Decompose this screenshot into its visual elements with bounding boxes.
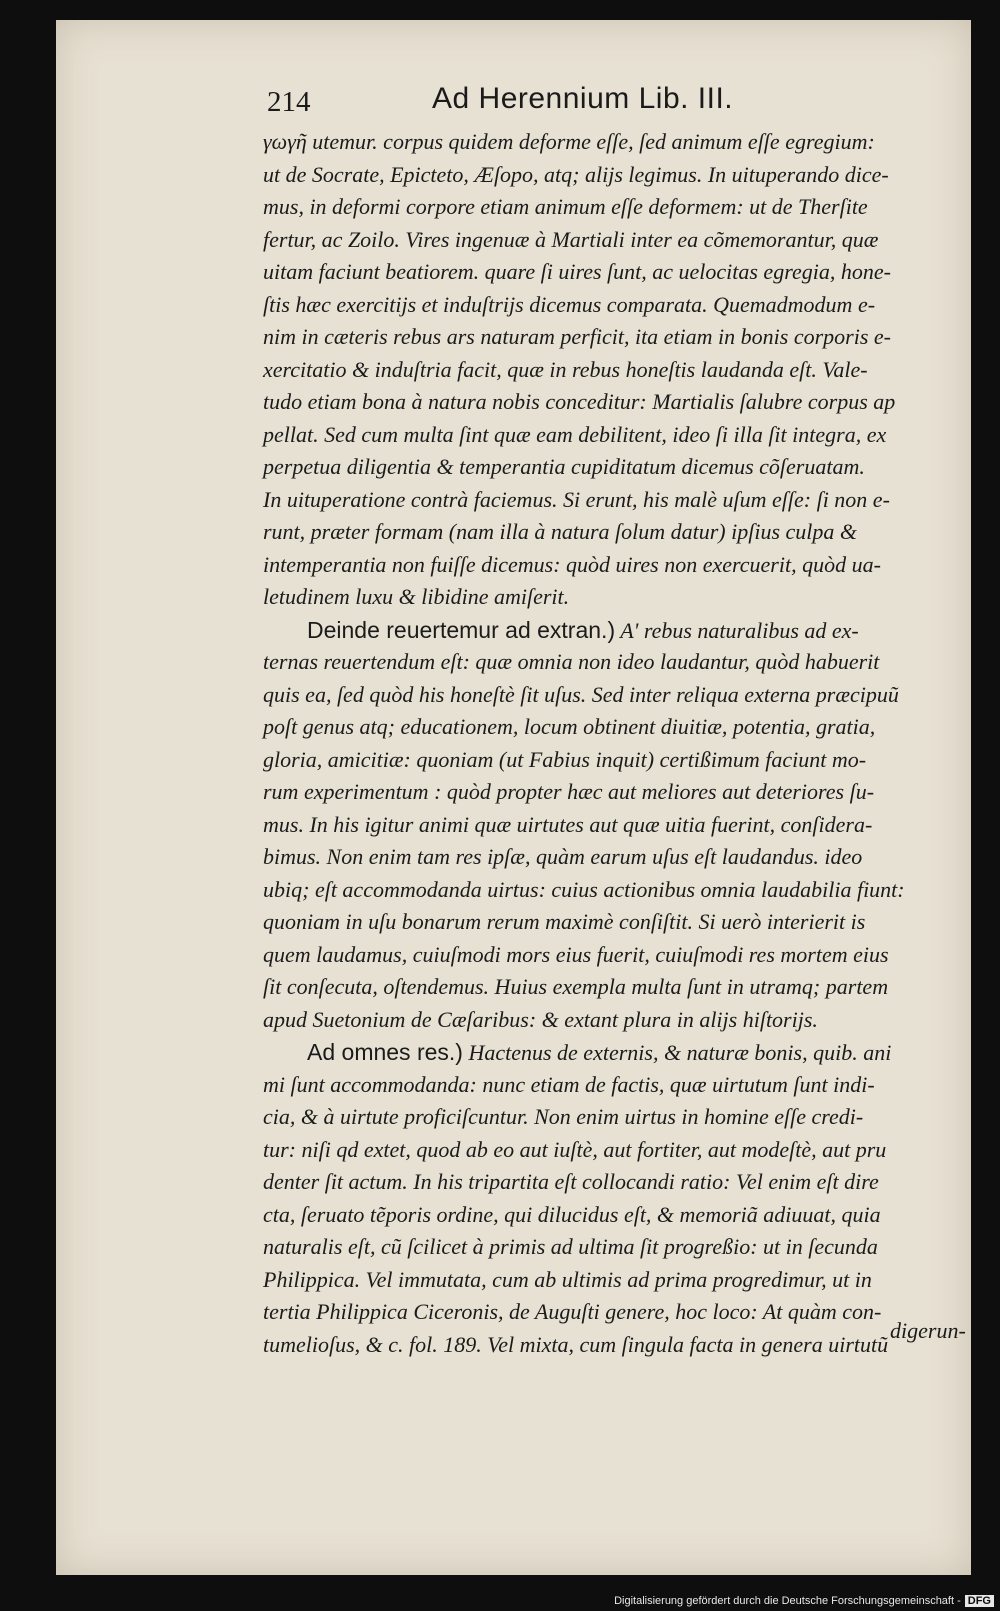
text-line	[263, 841, 969, 874]
text-line	[263, 939, 969, 972]
running-head	[267, 82, 807, 122]
line-text: ſit conſecuta, oſtendemus. Huius exempla multa ſunt in utramq; partem	[263, 974, 889, 999]
line-text: nim in cæteris rebus ars naturam perficit, ita etiam in bonis corporis e-	[263, 324, 891, 349]
text-line	[263, 581, 969, 614]
line-text: gloria, amicitiæ: quoniam (ut Fabius inquit) certißimum faciunt mo-	[263, 746, 867, 772]
line-text: Hactenus de externis, & naturæ bonis, quib. ani	[462, 1040, 892, 1065]
digitization-credit	[614, 1595, 994, 1607]
line-text: A' rebus naturalibus ad ex-	[615, 617, 859, 643]
credit-text: Digitalisierung gefördert durch die Deutsche Forschungsgemeinschaft -	[614, 1595, 961, 1607]
line-text: mus, in deformi corpore etiam animum eſſe deformem: ut de Therſite	[263, 194, 868, 219]
text-line	[263, 354, 969, 387]
lemma: Ad omnes res.)	[307, 1039, 463, 1065]
line-text: tumelioſus, & c. fol. 189. Vel mixta, cum ſingula facta in genera uirtutũ	[263, 1331, 889, 1357]
catchword: digerun-	[890, 1318, 966, 1343]
line-text: ſtis hæc exercitijs et induſtrijs dicemus comparata. Quemadmodum e-	[263, 291, 876, 317]
line-text: quis ea, ſed quòd his honeſtè ſit uſus. Sed inter reliqua externa præcipuũ	[263, 681, 899, 707]
line-text: ternas reuertendum eſt: quæ omnia non ideo laudantur, quòd habuerit	[263, 649, 880, 674]
text-line	[263, 744, 969, 777]
text-line	[263, 679, 969, 712]
line-text: bimus. Non enim tam res ipſæ, quàm earum uſus eſt laudandus. ideo	[263, 844, 863, 869]
line-text: poſt genus atq; educationem, locum obtinent diuitiæ, potentia, gratia,	[263, 714, 876, 739]
text-line	[263, 256, 969, 289]
lemma: Deinde reuertemur ad extran.)	[307, 616, 616, 643]
line-text: uitam faciunt beatiorem. quare ſi uires ſunt, ac uelocitas egregia, hone-	[263, 259, 891, 284]
line-text: letudinem luxu & libidine amiſerit.	[263, 584, 570, 609]
line-text: tertia Philippica Ciceronis, de Auguſti genere, hoc loco: At quàm con-	[263, 1299, 882, 1324]
text-line	[263, 549, 969, 582]
line-text: runt, præter formam (nam illa à natura ſolum datur) ipſius culpa &	[263, 519, 858, 544]
text-line	[263, 516, 969, 549]
text-line	[263, 906, 969, 939]
text-line	[263, 711, 969, 744]
text-line	[263, 614, 969, 647]
text-line	[263, 1004, 969, 1037]
dfg-logo: DFG	[965, 1595, 994, 1607]
text-line	[263, 1134, 969, 1167]
text-line	[263, 809, 969, 842]
text-line	[263, 159, 969, 192]
line-text: apud Suetonium de Cæſaribus: & extant plura in alijs hiſtorijs.	[263, 1006, 818, 1032]
line-text: fertur, ac Zoilo. Vires ingenuæ à Martiali inter ea cõmemorantur, quæ	[263, 226, 879, 252]
line-text: intemperantia non fuiſſe dicemus: quòd uires non exercuerit, quòd ua-	[263, 551, 881, 577]
text-line	[263, 1296, 969, 1329]
line-text: denter ſit actum. In his tripartita eſt collocandi ratio: Vel enim eſt dire	[263, 1169, 879, 1194]
line-text: quem laudamus, cuiuſmodi mors eius fuerit, cuiuſmodi res mortem eius	[263, 941, 889, 967]
text-line	[263, 191, 969, 224]
line-text: xercitatio & induſtria facit, quæ in rebus honeſtis laudanda eſt. Vale-	[263, 356, 868, 382]
text-line	[263, 1101, 969, 1134]
text-line	[263, 1264, 969, 1297]
text-line	[263, 224, 969, 257]
text-line	[263, 1166, 969, 1199]
line-text: In uituperatione contrà faciemus. Si erunt, his malè uſum eſſe: ſi non e-	[263, 486, 890, 512]
page-number: 214	[267, 86, 311, 118]
text-line	[263, 1329, 969, 1362]
line-text: mus. In his igitur animi quæ uirtutes aut quæ uitia fuerint, conſidera-	[263, 811, 873, 837]
text-line	[263, 126, 969, 159]
text-line	[263, 289, 969, 322]
text-line	[263, 419, 969, 452]
text-line	[263, 971, 969, 1004]
line-text: pellat. Sed cum multa ſint quæ eam debilitent, ideo ſi illa ſit integra, ex	[263, 421, 887, 447]
running-title: Ad Herennium Lib. III.	[432, 82, 734, 115]
text-line	[263, 1069, 969, 1102]
text-line	[263, 386, 969, 419]
line-text: Philippica. Vel immutata, cum ab ultimis ad prima progredimur, ut in	[263, 1266, 872, 1292]
line-text: γωγῆ utemur. corpus quidem deforme eſſe, ſed animum eſſe egregium:	[263, 129, 875, 154]
line-text: rum experimentum : quòd propter hæc aut meliores aut deteriores ſu-	[263, 779, 875, 804]
line-text: quoniam in uſu bonarum rerum maximè conſiſtit. Si uerò interierit is	[263, 909, 866, 934]
line-text: cta, ſeruato tẽporis ordine, qui dilucidus eſt, & memoriã adiuuat, quia	[263, 1201, 881, 1227]
text-line	[263, 1231, 969, 1264]
line-text: ut de Socrate, Epicteto, Æſopo, atq; alijs legimus. In uituperando dice-	[263, 161, 889, 187]
line-text: cia, & à uirtute proficiſcuntur. Non enim uirtus in homine eſſe credi-	[263, 1104, 864, 1129]
text-line	[263, 874, 969, 907]
line-text: ubiq; eſt accommodanda uirtus: cuius actionibus omnia laudabilia fiunt:	[263, 876, 905, 902]
line-text: tur: niſi qd extet, quod ab eo aut iuſtè, aut fortiter, aut modeſtè, aut pru	[263, 1136, 887, 1162]
text-line	[263, 1036, 969, 1069]
text-block	[263, 126, 969, 1361]
line-text: perpetua diligentia & temperantia cupiditatum dicemus cõſeruatam.	[263, 454, 865, 479]
text-line	[263, 1199, 969, 1232]
line-text: tudo etiam bona à natura nobis conceditur: Martialis ſalubre corpus ap	[263, 389, 896, 414]
text-line	[263, 646, 969, 679]
line-text: naturalis eſt, cũ ſcilicet à primis ad ultima ſit progreßio: ut in ſecunda	[263, 1234, 878, 1259]
text-line	[263, 776, 969, 809]
text-line	[263, 484, 969, 517]
text-line	[263, 451, 969, 484]
line-text: mi ſunt accommodanda: nunc etiam de factis, quæ uirtutum ſunt indi-	[263, 1071, 875, 1097]
text-line	[263, 321, 969, 354]
